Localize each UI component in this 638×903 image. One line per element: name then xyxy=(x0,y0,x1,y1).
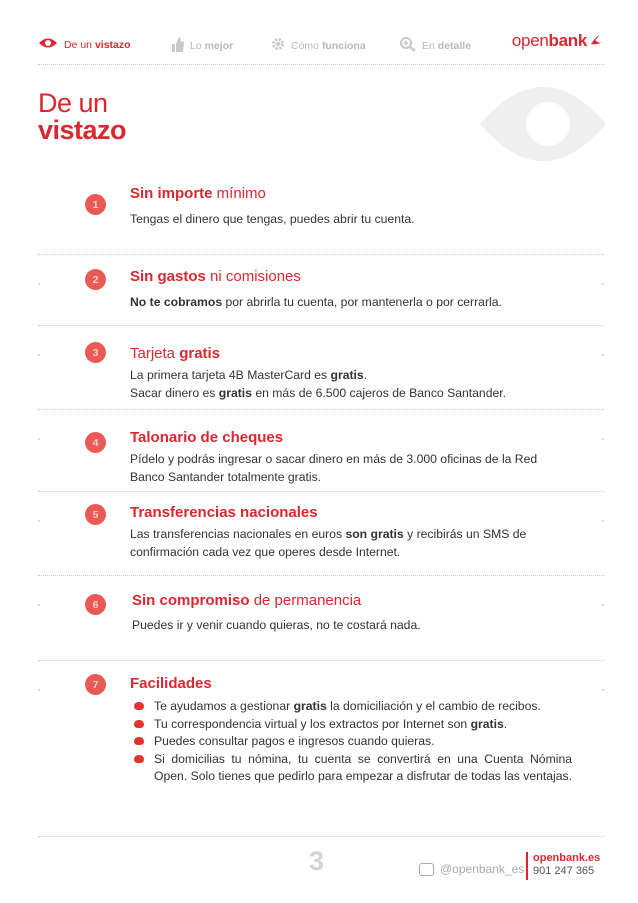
text-line-1 xyxy=(130,366,590,384)
feature-item-1 xyxy=(38,174,604,258)
heading-bold: gratis xyxy=(179,345,221,362)
item-heading xyxy=(130,345,220,362)
heading-bold: Facilidades xyxy=(130,675,212,692)
item-divider xyxy=(38,491,604,492)
heading-bold: Sin compromiso xyxy=(132,592,250,609)
text-bold: gratis xyxy=(293,699,327,713)
text-part: en más de 6.500 cajeros de Banco Santander. xyxy=(251,386,507,400)
item-number-badge: 3 xyxy=(85,342,106,363)
item-heading xyxy=(130,675,212,692)
item-text: Pídelo y podrás ingresar o sacar dinero en más de 3.000 oficinas de la Red Banco Santander totalmente gratis. xyxy=(130,452,538,484)
item-text xyxy=(130,366,590,402)
nav-tab-vistazo[interactable] xyxy=(38,37,131,52)
heading-bold: Sin gastos xyxy=(130,268,206,285)
nav-tab-vistazo-bold: vistazo xyxy=(94,38,131,51)
feature-item-4 xyxy=(38,410,604,500)
list-item xyxy=(130,716,572,734)
flame-icon xyxy=(590,31,604,51)
text-rest: por abrirla tu cuenta, por mantenerla o por cerrarla. xyxy=(222,295,502,309)
feature-item-3 xyxy=(38,326,604,416)
item-number-badge: 5 xyxy=(85,504,106,525)
item-number-badge: 6 xyxy=(85,594,106,615)
openbank-logo[interactable] xyxy=(512,31,604,51)
item-divider xyxy=(38,254,604,255)
item-divider xyxy=(38,575,604,576)
heading-light: Tarjeta xyxy=(130,345,180,362)
item-heading xyxy=(130,268,301,285)
heading-light: ni comisiones xyxy=(205,268,301,285)
item-text xyxy=(130,525,570,561)
text-bold: son gratis xyxy=(345,527,404,541)
header-divider xyxy=(38,64,604,65)
text-part: . xyxy=(503,716,508,731)
text-part: Sacar dinero es xyxy=(130,386,219,400)
page-title-line2: vistazo xyxy=(38,115,127,145)
feature-item-6 xyxy=(38,580,604,664)
facilities-list xyxy=(130,698,572,786)
nav-tab-detalle-bold: detalle xyxy=(437,40,472,52)
nav-tab-funciona[interactable] xyxy=(271,37,366,54)
footer-divider xyxy=(38,836,604,837)
item-heading xyxy=(130,504,318,521)
eye-icon xyxy=(38,37,58,52)
item-number-badge: 4 xyxy=(85,432,106,453)
gear-icon xyxy=(271,37,285,54)
item-heading xyxy=(130,429,283,446)
item-number-badge: 7 xyxy=(85,674,106,695)
text-part: La primera tarjeta 4B MasterCard es xyxy=(130,368,331,382)
nav-tab-detalle[interactable] xyxy=(400,37,471,55)
text-bold: gratis xyxy=(218,386,252,400)
feature-item-7 xyxy=(38,665,604,815)
page-title xyxy=(38,90,126,144)
list-item: Puedes consultar pagos e ingresos cuando quieras. xyxy=(130,733,572,751)
twitter-icon xyxy=(419,863,434,876)
magnifier-plus-icon xyxy=(400,37,416,55)
heading-bold: Talonario de cheques xyxy=(130,429,284,446)
text-part: Te ayudamos a gestionar xyxy=(154,699,294,713)
large-eye-icon xyxy=(478,70,608,183)
brand-bold: bank xyxy=(548,31,587,50)
nav-tab-detalle-light: En xyxy=(422,40,435,52)
heading-light: mínimo xyxy=(212,185,266,202)
footer-accent-bar xyxy=(526,852,528,880)
text-part: Tu correspondencia virtual y los extractos por Internet son xyxy=(154,716,471,731)
heading-light: de permanencia xyxy=(249,592,362,609)
thumbs-up-icon xyxy=(172,37,184,55)
item-text xyxy=(130,293,570,311)
nav-tab-funciona-light: Cómo xyxy=(291,39,320,52)
website-link[interactable]: openbank.es xyxy=(533,852,601,864)
text-part: la domiciliación y el cambio de recibos. xyxy=(326,699,541,713)
item-number-badge: 1 xyxy=(85,194,106,215)
item-text: Puedes ir y venir cuando quieras, no te costará nada. xyxy=(132,618,421,632)
twitter-handle[interactable] xyxy=(419,862,524,876)
heading-bold: Sin importe xyxy=(130,185,213,202)
contact-block xyxy=(533,852,600,878)
item-number-badge: 2 xyxy=(85,269,106,290)
text-bold: No te cobramos xyxy=(130,295,223,309)
brand-light: open xyxy=(511,31,549,50)
nav-tab-mejor-light: Lo xyxy=(190,40,202,52)
text-part: Las transferencias nacionales en euros xyxy=(130,527,346,541)
text-bold: gratis xyxy=(330,368,364,382)
feature-item-5 xyxy=(38,495,604,585)
text-part: y recibirás un SMS de confirmación cada vez que operes desde Internet. xyxy=(130,527,527,559)
nav-tab-mejor[interactable] xyxy=(172,37,233,55)
page-title-line1: De un xyxy=(38,88,108,118)
nav-tab-funciona-bold: funciona xyxy=(321,39,366,52)
heading-bold: Transferencias nacionales xyxy=(130,504,318,521)
item-heading xyxy=(132,592,361,609)
text-part: . xyxy=(363,368,368,382)
phone-number: 901 247 365 xyxy=(533,865,595,877)
twitter-handle-text: @openbank_es xyxy=(440,862,525,876)
item-heading xyxy=(130,185,266,202)
top-navigation xyxy=(38,33,604,57)
list-item xyxy=(130,698,572,716)
text-line-2 xyxy=(130,384,590,402)
page-number: 3 xyxy=(309,846,325,876)
nav-tab-mejor-bold: mejor xyxy=(204,40,234,52)
text-bold: gratis xyxy=(470,716,504,731)
list-item: Si domicilias tu nómina, tu cuenta se convertirá en una Cuenta Nómina Open. Solo tienes que pedirlo para empezar a disfrutar de todas las ventajas. xyxy=(130,751,572,786)
item-divider xyxy=(38,660,604,661)
nav-tab-vistazo-light: De un xyxy=(64,38,93,51)
item-text: Tengas el dinero que tengas, puedes abrir tu cuenta. xyxy=(130,212,415,226)
